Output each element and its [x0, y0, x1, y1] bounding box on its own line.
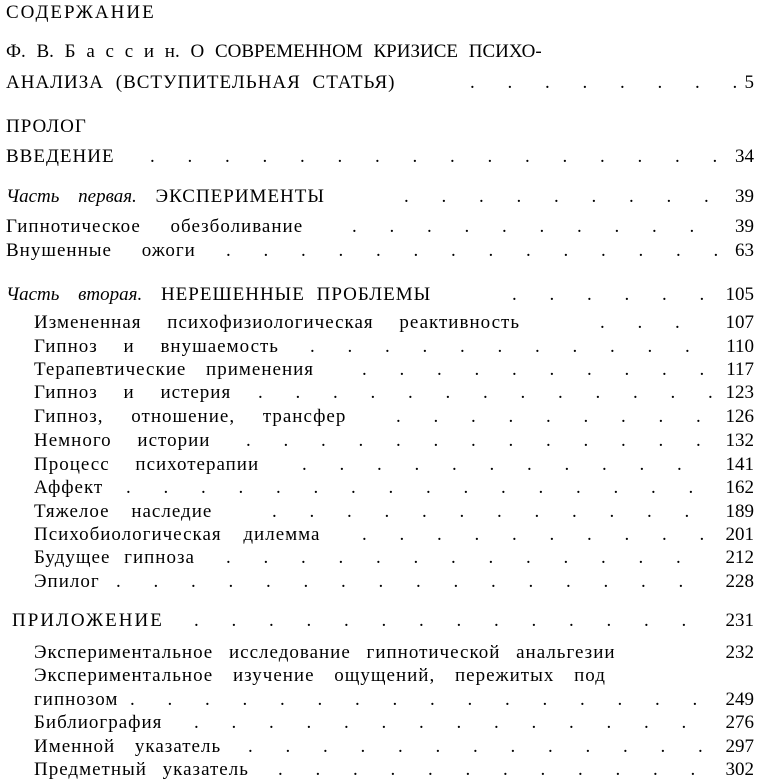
toc-entry-title: Гипноз и истерия: [34, 382, 232, 403]
leader-dots: [130, 689, 712, 711]
toc-entry-page: 107: [725, 312, 754, 333]
leader-dots: [248, 736, 712, 758]
appendix-title: ПРИЛОЖЕНИЕ: [12, 610, 164, 631]
toc-entry: [0, 665, 758, 687]
leader-dots: [116, 571, 712, 593]
leader-dots: [600, 312, 712, 334]
toc-entry: [0, 312, 758, 334]
toc-entry-title: Гипноз, отношение, трансфер: [34, 406, 347, 427]
part1-heading: [6, 186, 325, 208]
toc-entry-title: Предметный указатель: [34, 759, 249, 780]
leader-dots: [278, 759, 712, 781]
toc-entry-title: Процесс психотерапии: [34, 454, 260, 475]
part1-title: ЭКСПЕРИМЕНТЫ: [155, 186, 325, 207]
leader-dots: [302, 454, 712, 476]
toc-entry: [0, 524, 758, 546]
appendix-line: [0, 610, 758, 632]
toc-entry-continued: [0, 689, 758, 711]
toc-entry-page: 212: [725, 547, 754, 568]
leader-dots: [272, 501, 712, 523]
part2-heading: [6, 284, 431, 306]
toc-entry: [0, 547, 758, 569]
toc-entry-page: 201: [725, 524, 754, 545]
leader-dots: [226, 240, 726, 262]
toc-entry-title: Внушенные ожоги: [6, 240, 196, 261]
toc-entry-title: Терапевтические применения: [34, 359, 315, 380]
toc-entry-title: Психобиологическая дилемма: [34, 524, 321, 545]
leader-dots: [194, 712, 712, 734]
toc-entry: [0, 430, 758, 452]
part2-label: Часть вторая.: [6, 284, 143, 305]
leader-dots: [362, 359, 712, 381]
part2-page: 105: [725, 284, 754, 305]
toc-entry-title: Немного истории: [34, 430, 211, 451]
toc-entry: [0, 336, 758, 358]
toc-entry-page: 123: [725, 382, 754, 403]
intro-page: 5: [744, 72, 754, 93]
toc-entry-title: Аффект: [34, 477, 104, 498]
intro-title-line-2: АНАЛИЗА (ВСТУПИТЕЛЬНАЯ СТАТЬЯ): [6, 72, 396, 93]
toc-heading-line: [0, 2, 758, 24]
toc-entry-page: 39: [735, 216, 754, 237]
part1-label: Часть первая.: [6, 186, 137, 207]
toc-entry-page: 117: [726, 359, 754, 380]
toc-entry-title: Библиография: [34, 712, 163, 733]
leader-dots: [258, 382, 712, 404]
leader-dots: [396, 406, 712, 428]
leader-dots: [310, 336, 712, 358]
leader-dots: [246, 430, 712, 452]
toc-entry: [0, 571, 758, 593]
toc-entry-title: Гипнотическое обезболивание: [6, 216, 304, 237]
toc-entry-title: Экспериментальное изучение ощущений, пережитых под: [34, 665, 606, 686]
leader-dots: [362, 524, 712, 546]
toc-entry-title: Гипноз и внушаемость: [34, 336, 279, 357]
toc-entry-page: 232: [725, 642, 754, 663]
toc-entry: [0, 642, 758, 664]
toc-entry: [0, 759, 758, 781]
toc-entry: [0, 477, 758, 499]
toc-entry-page: 228: [725, 571, 754, 592]
toc-entry-page: 276: [725, 712, 754, 733]
leader-dots: [226, 547, 712, 569]
toc-entry-page: 297: [725, 736, 754, 757]
toc-entry-page: 141: [725, 454, 754, 475]
toc-entry: [0, 454, 758, 476]
intro-title-line-1: Ф. В. Б а с с и н. О СОВРЕМЕННОМ КРИЗИСЕ ПСИХО-: [6, 41, 542, 62]
toc-entry: [0, 501, 758, 523]
toc-entry-page: 189: [725, 501, 754, 522]
toc-entry-title: Эпилог: [34, 571, 100, 592]
toc-entry: [0, 216, 758, 238]
part1-line: [0, 186, 758, 208]
introduction-line: [0, 146, 758, 168]
toc-heading: СОДЕРЖАНИЕ: [6, 2, 156, 23]
toc-entry: [0, 240, 758, 262]
leader-dots: [470, 72, 738, 94]
toc-entry-title: Тяжелое наследие: [34, 501, 213, 522]
toc-entry-page: 162: [725, 477, 754, 498]
toc-entry-page: 126: [725, 406, 754, 427]
part2-line: [0, 284, 758, 306]
toc-entry-page: 110: [726, 336, 754, 357]
prologue-title: ПРОЛОГ: [6, 116, 87, 137]
toc-entry-title: Именной указатель: [34, 736, 222, 757]
part1-page: 39: [735, 186, 754, 207]
toc-entry-title: Измененная психофизиологическая реактивность: [34, 312, 520, 333]
appendix-page: 231: [725, 610, 754, 631]
leader-dots: [404, 186, 726, 208]
toc-entry: [0, 736, 758, 758]
leader-dots: [352, 216, 726, 238]
toc-entry-page: 302: [725, 759, 754, 780]
toc-entry: [0, 406, 758, 428]
part2-title: НЕРЕШЕННЫЕ ПРОБЛЕМЫ: [160, 284, 432, 305]
toc-entry-page: 132: [725, 430, 754, 451]
toc-entry-page: 249: [725, 689, 754, 710]
toc-entry-title: Экспериментальное исследование гипнотической анальгезии: [34, 642, 616, 663]
toc-entry-title-cont: гипнозом: [34, 689, 119, 710]
toc-entry-title: Будущее гипноза: [34, 547, 195, 568]
prologue-line: [0, 116, 758, 138]
leader-dots: [194, 610, 712, 632]
leader-dots: [150, 146, 726, 168]
toc-entry: [0, 359, 758, 381]
toc-entry-page: 63: [735, 240, 754, 261]
leader-dots: [512, 284, 712, 306]
leader-dots: [126, 477, 712, 499]
introduction-title: ВВЕДЕНИЕ: [6, 146, 115, 167]
toc-entry: [0, 712, 758, 734]
intro-line-1: [0, 41, 758, 63]
intro-line-2: [0, 72, 758, 94]
introduction-page: 34: [735, 146, 754, 167]
toc-entry: [0, 382, 758, 404]
